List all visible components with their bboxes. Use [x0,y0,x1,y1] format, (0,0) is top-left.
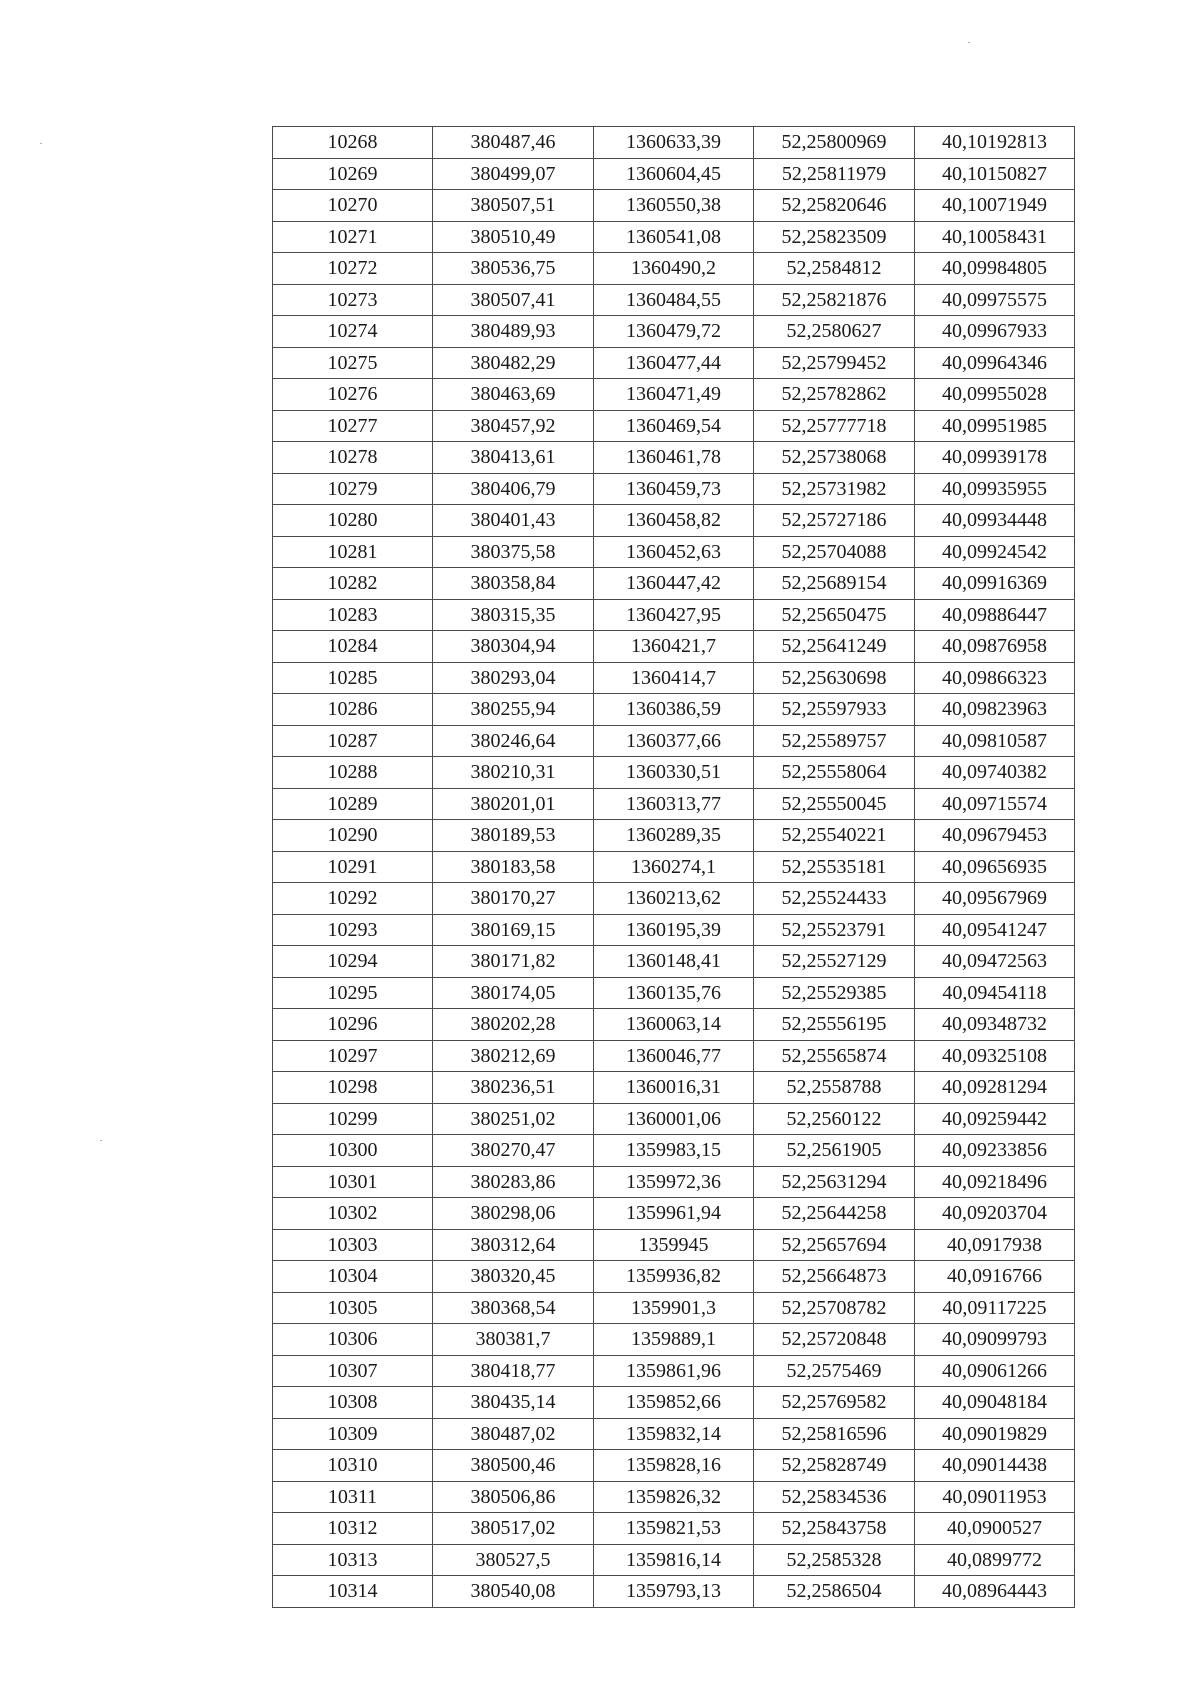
scan-speck [968,42,970,43]
longitude-cell: 40,09218496 [915,1166,1075,1198]
y-coordinate-cell: 1360447,42 [594,568,754,600]
table-row [273,788,1075,820]
table-row [273,253,1075,285]
latitude-cell: 52,25820646 [754,190,915,222]
y-coordinate-cell: 1360461,78 [594,442,754,474]
latitude-cell: 52,25821876 [754,284,915,316]
latitude-cell: 52,25523791 [754,914,915,946]
point-number-cell: 10296 [273,1009,433,1041]
point-number-cell: 10281 [273,536,433,568]
point-number-cell: 10270 [273,190,433,222]
y-coordinate-cell: 1360471,49 [594,379,754,411]
point-number-cell: 10283 [273,599,433,631]
point-number-cell: 10282 [273,568,433,600]
latitude-cell: 52,25811979 [754,158,915,190]
longitude-cell: 40,09939178 [915,442,1075,474]
latitude-cell: 52,25630698 [754,662,915,694]
latitude-cell: 52,2580627 [754,316,915,348]
latitude-cell: 52,25720848 [754,1324,915,1356]
point-number-cell: 10290 [273,820,433,852]
x-coordinate-cell: 380381,7 [433,1324,594,1356]
longitude-cell: 40,09259442 [915,1103,1075,1135]
latitude-cell: 52,25631294 [754,1166,915,1198]
longitude-cell: 40,09967933 [915,316,1075,348]
longitude-cell: 40,09472563 [915,946,1075,978]
x-coordinate-cell: 380183,58 [433,851,594,883]
x-coordinate-cell: 380255,94 [433,694,594,726]
y-coordinate-cell: 1360135,76 [594,977,754,1009]
longitude-cell: 40,09203704 [915,1198,1075,1230]
table-row [273,725,1075,757]
longitude-cell: 40,09325108 [915,1040,1075,1072]
latitude-cell: 52,25657694 [754,1229,915,1261]
y-coordinate-cell: 1359793,13 [594,1576,754,1608]
table-row [273,190,1075,222]
point-number-cell: 10295 [273,977,433,1009]
longitude-cell: 40,09955028 [915,379,1075,411]
latitude-cell: 52,2558788 [754,1072,915,1104]
table-row [273,1166,1075,1198]
longitude-cell: 40,10058431 [915,221,1075,253]
latitude-cell: 52,25834536 [754,1481,915,1513]
latitude-cell: 52,2586504 [754,1576,915,1608]
y-coordinate-cell: 1360479,72 [594,316,754,348]
table-row [273,221,1075,253]
longitude-cell: 40,09984805 [915,253,1075,285]
table-row [273,505,1075,537]
latitude-cell: 52,25558064 [754,757,915,789]
point-number-cell: 10298 [273,1072,433,1104]
x-coordinate-cell: 380540,08 [433,1576,594,1608]
latitude-cell: 52,25689154 [754,568,915,600]
table-row [273,1103,1075,1135]
latitude-cell: 52,25540221 [754,820,915,852]
y-coordinate-cell: 1360484,55 [594,284,754,316]
x-coordinate-cell: 380510,49 [433,221,594,253]
longitude-cell: 40,10071949 [915,190,1075,222]
x-coordinate-cell: 380304,94 [433,631,594,663]
table-row [273,127,1075,159]
x-coordinate-cell: 380489,93 [433,316,594,348]
point-number-cell: 10279 [273,473,433,505]
latitude-cell: 52,25800969 [754,127,915,159]
longitude-cell: 40,09014438 [915,1450,1075,1482]
latitude-cell: 52,2575469 [754,1355,915,1387]
y-coordinate-cell: 1360377,66 [594,725,754,757]
coordinates-table-body [273,127,1075,1608]
point-number-cell: 10312 [273,1513,433,1545]
table-row [273,410,1075,442]
latitude-cell: 52,25708782 [754,1292,915,1324]
longitude-cell: 40,0917938 [915,1229,1075,1261]
y-coordinate-cell: 1359828,16 [594,1450,754,1482]
y-coordinate-cell: 1360490,2 [594,253,754,285]
latitude-cell: 52,25597933 [754,694,915,726]
longitude-cell: 40,09011953 [915,1481,1075,1513]
x-coordinate-cell: 380270,47 [433,1135,594,1167]
x-coordinate-cell: 380171,82 [433,946,594,978]
point-number-cell: 10293 [273,914,433,946]
y-coordinate-cell: 1360330,51 [594,757,754,789]
y-coordinate-cell: 1360414,7 [594,662,754,694]
longitude-cell: 40,09567969 [915,883,1075,915]
x-coordinate-cell: 380170,27 [433,883,594,915]
x-coordinate-cell: 380406,79 [433,473,594,505]
y-coordinate-cell: 1359852,66 [594,1387,754,1419]
point-number-cell: 10280 [273,505,433,537]
longitude-cell: 40,09924542 [915,536,1075,568]
table-row [273,883,1075,915]
y-coordinate-cell: 1360459,73 [594,473,754,505]
x-coordinate-cell: 380457,92 [433,410,594,442]
table-row [273,1072,1075,1104]
y-coordinate-cell: 1360421,7 [594,631,754,663]
table-row [273,1481,1075,1513]
y-coordinate-cell: 1359826,32 [594,1481,754,1513]
latitude-cell: 52,25828749 [754,1450,915,1482]
x-coordinate-cell: 380315,35 [433,599,594,631]
point-number-cell: 10277 [273,410,433,442]
y-coordinate-cell: 1359945 [594,1229,754,1261]
table-row [273,536,1075,568]
table-row [273,1135,1075,1167]
table-row [273,1513,1075,1545]
table-row [273,1387,1075,1419]
x-coordinate-cell: 380527,5 [433,1544,594,1576]
point-number-cell: 10314 [273,1576,433,1608]
latitude-cell: 52,25650475 [754,599,915,631]
table-row [273,820,1075,852]
y-coordinate-cell: 1360633,39 [594,127,754,159]
x-coordinate-cell: 380169,15 [433,914,594,946]
latitude-cell: 52,25704088 [754,536,915,568]
point-number-cell: 10288 [273,757,433,789]
y-coordinate-cell: 1360063,14 [594,1009,754,1041]
latitude-cell: 52,25550045 [754,788,915,820]
table-row [273,1292,1075,1324]
longitude-cell: 40,09656935 [915,851,1075,883]
y-coordinate-cell: 1359832,14 [594,1418,754,1450]
longitude-cell: 40,0900527 [915,1513,1075,1545]
longitude-cell: 40,09541247 [915,914,1075,946]
point-number-cell: 10307 [273,1355,433,1387]
point-number-cell: 10291 [273,851,433,883]
y-coordinate-cell: 1359936,82 [594,1261,754,1293]
x-coordinate-cell: 380500,46 [433,1450,594,1482]
x-coordinate-cell: 380189,53 [433,820,594,852]
latitude-cell: 52,25556195 [754,1009,915,1041]
point-number-cell: 10303 [273,1229,433,1261]
x-coordinate-cell: 380246,64 [433,725,594,757]
x-coordinate-cell: 380283,86 [433,1166,594,1198]
table-row [273,568,1075,600]
x-coordinate-cell: 380358,84 [433,568,594,600]
table-row [273,599,1075,631]
table-row [273,442,1075,474]
longitude-cell: 40,08964443 [915,1576,1075,1608]
y-coordinate-cell: 1360541,08 [594,221,754,253]
x-coordinate-cell: 380487,46 [433,127,594,159]
point-number-cell: 10297 [273,1040,433,1072]
longitude-cell: 40,09061266 [915,1355,1075,1387]
table-row [273,1009,1075,1041]
table-row [273,946,1075,978]
y-coordinate-cell: 1360386,59 [594,694,754,726]
x-coordinate-cell: 380435,14 [433,1387,594,1419]
longitude-cell: 40,09117225 [915,1292,1075,1324]
point-number-cell: 10274 [273,316,433,348]
longitude-cell: 40,09019829 [915,1418,1075,1450]
table-row [273,694,1075,726]
y-coordinate-cell: 1359889,1 [594,1324,754,1356]
table-row [273,1324,1075,1356]
point-number-cell: 10304 [273,1261,433,1293]
point-number-cell: 10286 [273,694,433,726]
table-row [273,1261,1075,1293]
table-row [273,473,1075,505]
y-coordinate-cell: 1360313,77 [594,788,754,820]
point-number-cell: 10275 [273,347,433,379]
longitude-cell: 40,10150827 [915,158,1075,190]
longitude-cell: 40,09886447 [915,599,1075,631]
longitude-cell: 40,09048184 [915,1387,1075,1419]
latitude-cell: 52,25644258 [754,1198,915,1230]
x-coordinate-cell: 380212,69 [433,1040,594,1072]
x-coordinate-cell: 380401,43 [433,505,594,537]
table-row [273,662,1075,694]
y-coordinate-cell: 1360046,77 [594,1040,754,1072]
longitude-cell: 40,09951985 [915,410,1075,442]
table-row [273,158,1075,190]
latitude-cell: 52,25731982 [754,473,915,505]
y-coordinate-cell: 1360550,38 [594,190,754,222]
y-coordinate-cell: 1360016,31 [594,1072,754,1104]
x-coordinate-cell: 380482,29 [433,347,594,379]
point-number-cell: 10305 [273,1292,433,1324]
x-coordinate-cell: 380463,69 [433,379,594,411]
point-number-cell: 10287 [273,725,433,757]
table-row [273,1040,1075,1072]
latitude-cell: 52,25823509 [754,221,915,253]
longitude-cell: 40,09916369 [915,568,1075,600]
point-number-cell: 10284 [273,631,433,663]
latitude-cell: 52,25565874 [754,1040,915,1072]
y-coordinate-cell: 1360469,54 [594,410,754,442]
x-coordinate-cell: 380210,31 [433,757,594,789]
latitude-cell: 52,25777718 [754,410,915,442]
y-coordinate-cell: 1360289,35 [594,820,754,852]
x-coordinate-cell: 380507,51 [433,190,594,222]
point-number-cell: 10269 [273,158,433,190]
longitude-cell: 40,09679453 [915,820,1075,852]
point-number-cell: 10292 [273,883,433,915]
longitude-cell: 40,09099793 [915,1324,1075,1356]
point-number-cell: 10273 [273,284,433,316]
y-coordinate-cell: 1359983,15 [594,1135,754,1167]
y-coordinate-cell: 1360001,06 [594,1103,754,1135]
coordinates-table [272,126,1075,1608]
y-coordinate-cell: 1360604,45 [594,158,754,190]
longitude-cell: 40,09876958 [915,631,1075,663]
table-row [273,977,1075,1009]
y-coordinate-cell: 1359861,96 [594,1355,754,1387]
y-coordinate-cell: 1360458,82 [594,505,754,537]
x-coordinate-cell: 380536,75 [433,253,594,285]
table-row [273,631,1075,663]
x-coordinate-cell: 380236,51 [433,1072,594,1104]
table-row [273,1450,1075,1482]
longitude-cell: 40,09964346 [915,347,1075,379]
x-coordinate-cell: 380368,54 [433,1292,594,1324]
point-number-cell: 10306 [273,1324,433,1356]
x-coordinate-cell: 380506,86 [433,1481,594,1513]
x-coordinate-cell: 380413,61 [433,442,594,474]
table-row [273,379,1075,411]
y-coordinate-cell: 1360274,1 [594,851,754,883]
point-number-cell: 10268 [273,127,433,159]
point-number-cell: 10300 [273,1135,433,1167]
scan-speck [100,1140,102,1141]
y-coordinate-cell: 1359961,94 [594,1198,754,1230]
longitude-cell: 40,09975575 [915,284,1075,316]
point-number-cell: 10309 [273,1418,433,1450]
point-number-cell: 10276 [273,379,433,411]
y-coordinate-cell: 1360195,39 [594,914,754,946]
y-coordinate-cell: 1360148,41 [594,946,754,978]
longitude-cell: 40,09715574 [915,788,1075,820]
point-number-cell: 10285 [273,662,433,694]
y-coordinate-cell: 1359901,3 [594,1292,754,1324]
longitude-cell: 40,09348732 [915,1009,1075,1041]
y-coordinate-cell: 1359816,14 [594,1544,754,1576]
table-row [273,347,1075,379]
table-row [273,757,1075,789]
point-number-cell: 10272 [273,253,433,285]
x-coordinate-cell: 380174,05 [433,977,594,1009]
x-coordinate-cell: 380298,06 [433,1198,594,1230]
latitude-cell: 52,25524433 [754,883,915,915]
latitude-cell: 52,25535181 [754,851,915,883]
longitude-cell: 40,09823963 [915,694,1075,726]
latitude-cell: 52,25799452 [754,347,915,379]
table-row [273,1418,1075,1450]
table-row [273,1355,1075,1387]
y-coordinate-cell: 1360427,95 [594,599,754,631]
point-number-cell: 10299 [273,1103,433,1135]
scan-speck [40,143,42,144]
longitude-cell: 40,09810587 [915,725,1075,757]
longitude-cell: 40,09934448 [915,505,1075,537]
x-coordinate-cell: 380293,04 [433,662,594,694]
x-coordinate-cell: 380517,02 [433,1513,594,1545]
latitude-cell: 52,25769582 [754,1387,915,1419]
longitude-cell: 40,0916766 [915,1261,1075,1293]
longitude-cell: 40,09740382 [915,757,1075,789]
x-coordinate-cell: 380201,01 [433,788,594,820]
point-number-cell: 10302 [273,1198,433,1230]
latitude-cell: 52,2561905 [754,1135,915,1167]
point-number-cell: 10313 [273,1544,433,1576]
y-coordinate-cell: 1359821,53 [594,1513,754,1545]
latitude-cell: 52,25527129 [754,946,915,978]
y-coordinate-cell: 1360452,63 [594,536,754,568]
table-row [273,316,1075,348]
latitude-cell: 52,25529385 [754,977,915,1009]
latitude-cell: 52,25727186 [754,505,915,537]
latitude-cell: 52,2585328 [754,1544,915,1576]
point-number-cell: 10311 [273,1481,433,1513]
latitude-cell: 52,25843758 [754,1513,915,1545]
x-coordinate-cell: 380202,28 [433,1009,594,1041]
table-row [273,1576,1075,1608]
x-coordinate-cell: 380418,77 [433,1355,594,1387]
point-number-cell: 10289 [273,788,433,820]
x-coordinate-cell: 380487,02 [433,1418,594,1450]
y-coordinate-cell: 1360477,44 [594,347,754,379]
y-coordinate-cell: 1359972,36 [594,1166,754,1198]
longitude-cell: 40,09866323 [915,662,1075,694]
x-coordinate-cell: 380320,45 [433,1261,594,1293]
latitude-cell: 52,25816596 [754,1418,915,1450]
point-number-cell: 10271 [273,221,433,253]
latitude-cell: 52,25664873 [754,1261,915,1293]
longitude-cell: 40,0899772 [915,1544,1075,1576]
table-row [273,851,1075,883]
y-coordinate-cell: 1360213,62 [594,883,754,915]
point-number-cell: 10308 [273,1387,433,1419]
x-coordinate-cell: 380312,64 [433,1229,594,1261]
table-row [273,1229,1075,1261]
latitude-cell: 52,25641249 [754,631,915,663]
latitude-cell: 52,25589757 [754,725,915,757]
point-number-cell: 10294 [273,946,433,978]
point-number-cell: 10278 [273,442,433,474]
longitude-cell: 40,10192813 [915,127,1075,159]
point-number-cell: 10301 [273,1166,433,1198]
latitude-cell: 52,2584812 [754,253,915,285]
longitude-cell: 40,09281294 [915,1072,1075,1104]
longitude-cell: 40,09454118 [915,977,1075,1009]
table-row [273,914,1075,946]
table-row [273,284,1075,316]
x-coordinate-cell: 380251,02 [433,1103,594,1135]
x-coordinate-cell: 380507,41 [433,284,594,316]
table-row [273,1544,1075,1576]
latitude-cell: 52,25782862 [754,379,915,411]
longitude-cell: 40,09935955 [915,473,1075,505]
x-coordinate-cell: 380375,58 [433,536,594,568]
point-number-cell: 10310 [273,1450,433,1482]
latitude-cell: 52,2560122 [754,1103,915,1135]
x-coordinate-cell: 380499,07 [433,158,594,190]
latitude-cell: 52,25738068 [754,442,915,474]
table-row [273,1198,1075,1230]
longitude-cell: 40,09233856 [915,1135,1075,1167]
